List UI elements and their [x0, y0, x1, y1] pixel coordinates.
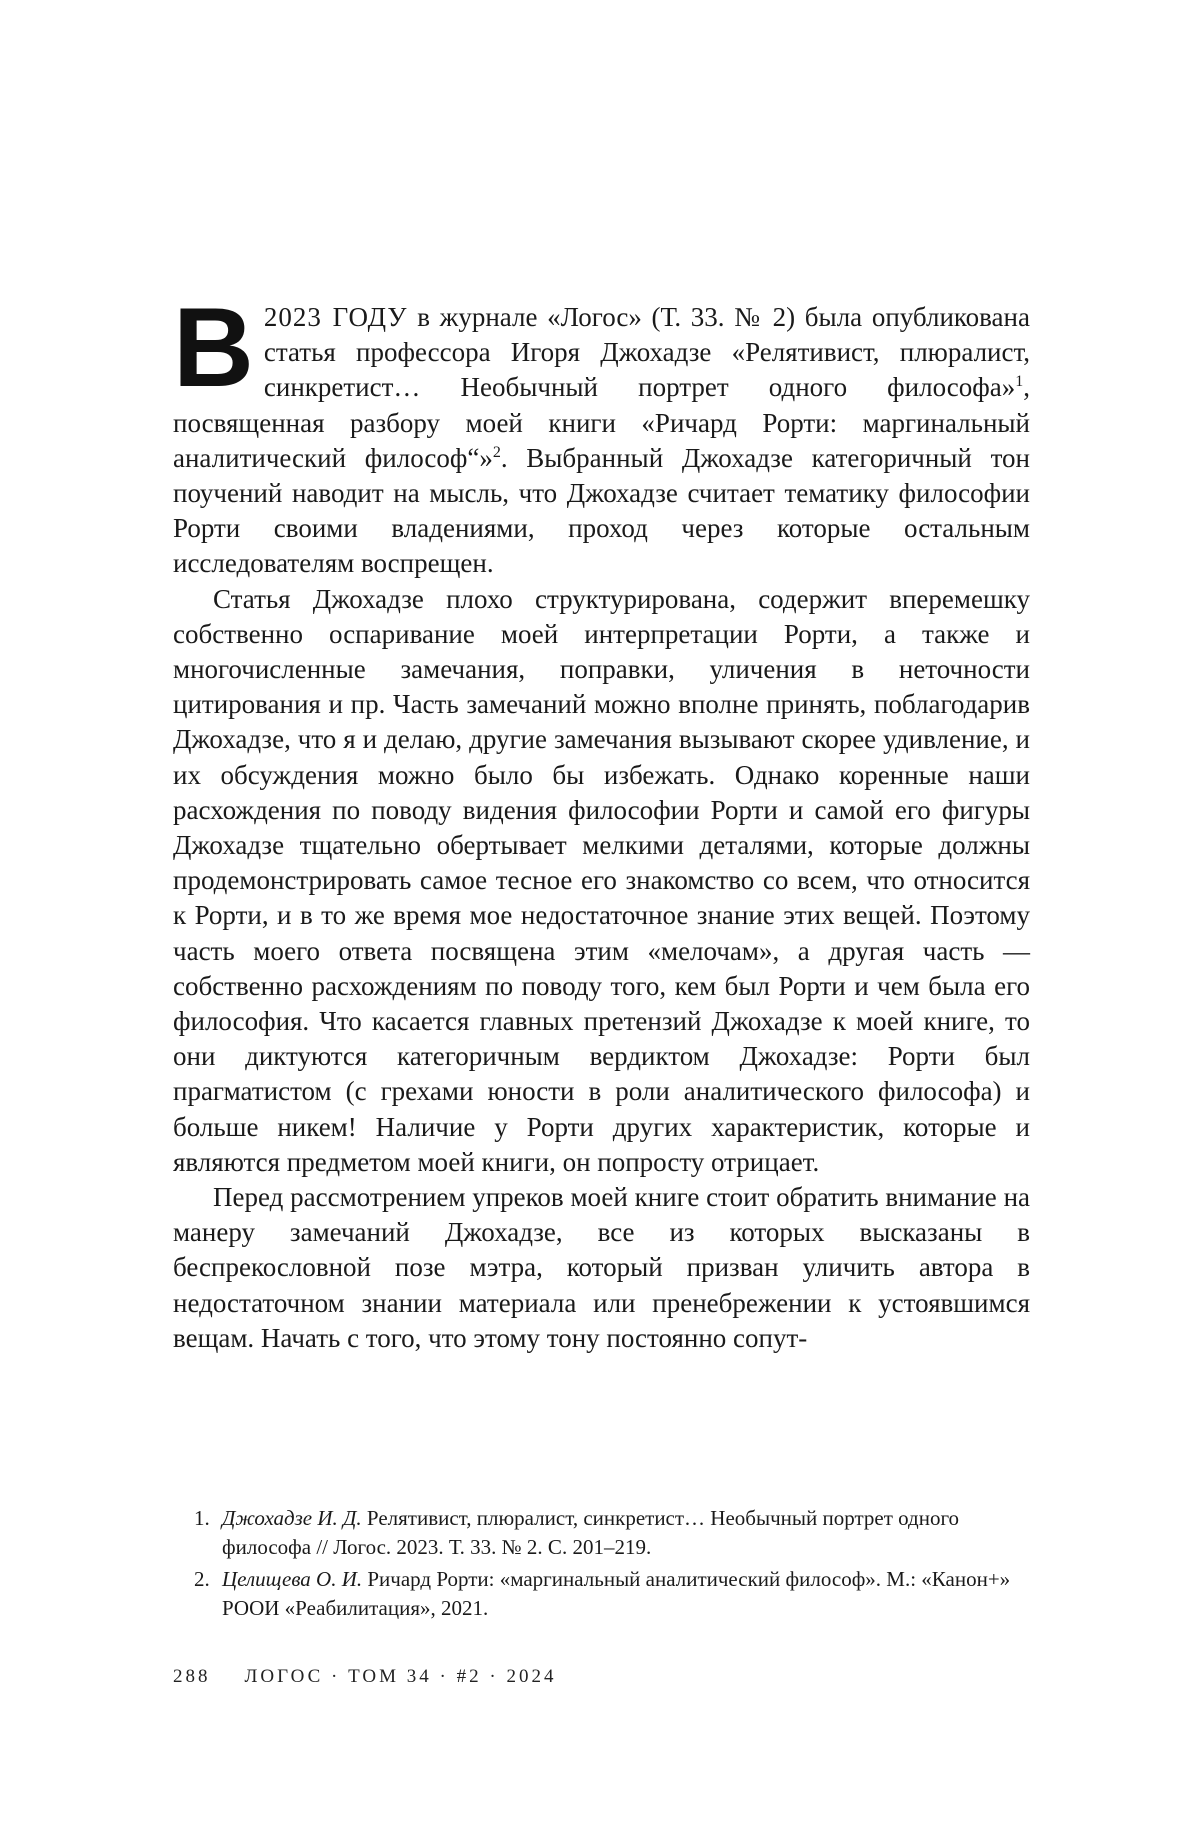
paragraph-1-text-c: . Выбранный Джохадзе категоричный тон поучений наводит на мысль, что Джохадзе считает тематику философии Рорти своими владениями, проход через которые остальным исследователям воспрещен. — [173, 442, 1030, 579]
paragraph-1-text-b: , посвященная разбору моей книги «Ричард Рорти: маргинальный аналитический философ“» — [173, 372, 1030, 473]
running-title: ЛОГОС · ТОМ 34 · #2 · 2024 — [244, 1666, 557, 1687]
footnote-number: 2. — [194, 1567, 210, 1591]
paragraph-3: Перед рассмотрением упреков моей книге стоит обратить внимание на манеру замечаний Джохадзе, все из которых высказаны в беспрекословной позе мэтра, который призван уличить автора в недостаточном знании материала или пренебрежении к устоявшимся вещам. Начать с того, что этому тону постоянно сопут- — [173, 1182, 1030, 1353]
footnote-text: Ричард Рорти: «маргинальный аналитический философ». М.: «Канон+» РООИ «Реабилитация», 2021. — [222, 1567, 1011, 1620]
paragraph-2: Статья Джохадзе плохо структурирована, содержит вперемешку собственно оспаривание моей интерпретации Рорти, а также и многочисленные замечания, поправки, уличения в неточности цитирования и пр. Часть замечаний можно вполне принять, поблагодарив Джохадзе, что я и делаю, другие замечания вызывают скорее удивление, и их обсуждения можно было бы избежать. Однако коренные наши расхождения по поводу видения философии Рорти и самой его фигуры Джохадзе тщательно обертывает мелкими деталями, которые должны продемонстрировать самое тесное его знакомство со всем, что относится к Рорти, и в то же время мое недостаточное знание этих вещей. Поэтому часть моего ответа посвящена этим «мелочам», а другая часть — собственно расхождениям по поводу того, кем был Рорти и чем была его философия. Что касается главных претензий Джохадзе к моей книге, то они диктуются категоричным вердиктом Джохадзе: Рорти был прагматистом (с грехами юности в роли аналитического философа) и больше никем! Наличие у Рорти других характеристик, которые и являются предметом моей книги, он попросту отрицает. — [173, 583, 1030, 1177]
article-body — [173, 285, 1030, 1356]
footnote-2 — [194, 1565, 1032, 1623]
page-footer — [173, 1666, 556, 1688]
footnote-author: Целищева О. И. — [222, 1567, 363, 1591]
footnote-1 — [194, 1504, 1032, 1562]
footnote-text: Релятивист, плюралист, синкретист… Необычный портрет одного философа // Логос. 2023. Т. 33. № 2. С. 201–219. — [222, 1506, 960, 1559]
footnotes — [194, 1504, 1032, 1626]
footnote-number: 1. — [194, 1506, 210, 1530]
footnote-ref-2[interactable]: 2 — [492, 443, 501, 461]
drop-cap: В — [173, 285, 254, 410]
paragraph-1-text-a: в журнале «Логос» (Т. 33. № 2) была опубликована статья профессора Игоря Джохадзе «Релятивист, плюралист, синкретист… Необычный портрет одного философа» — [263, 302, 1030, 403]
page-number: 288 — [173, 1666, 211, 1687]
footnote-author: Джохадзе И. Д. — [222, 1506, 362, 1530]
footnote-ref-1[interactable]: 1 — [1015, 373, 1024, 391]
lead-in: 2023 ГОДУ — [263, 302, 408, 332]
paragraph-1 — [173, 285, 1030, 582]
